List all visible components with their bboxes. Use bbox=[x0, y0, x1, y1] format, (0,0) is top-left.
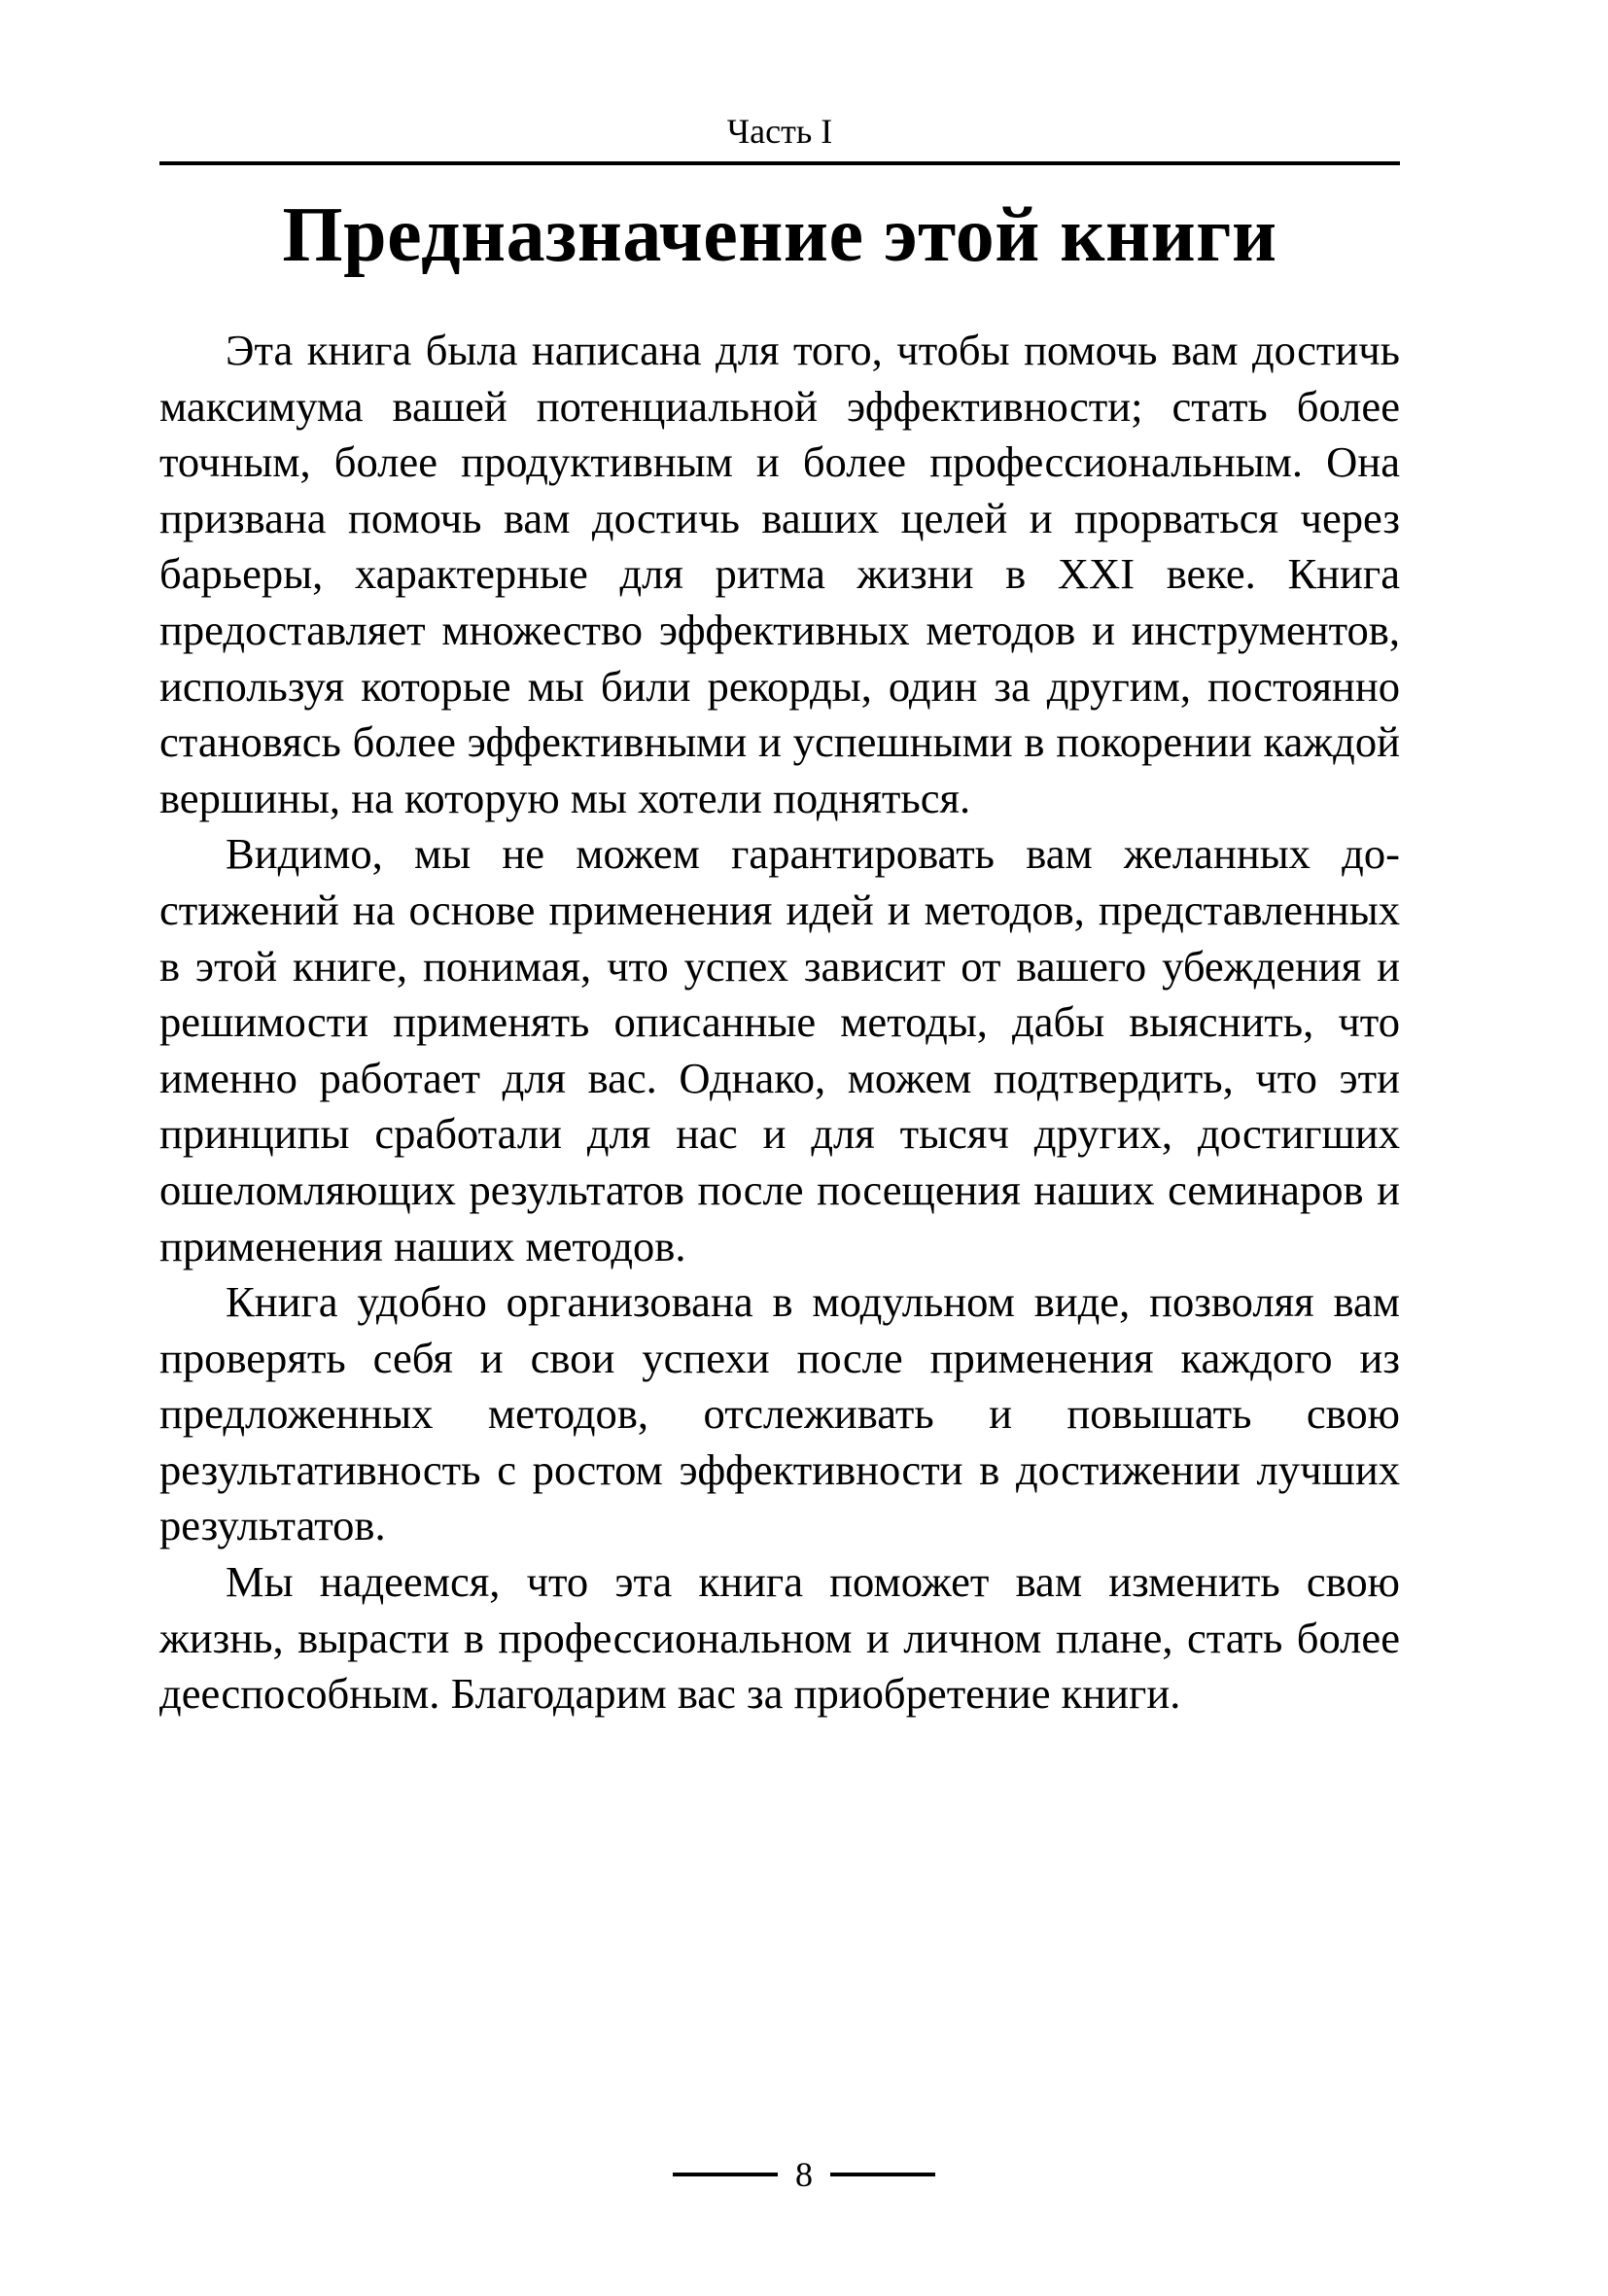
body-text bbox=[159, 323, 1400, 1722]
page-folio bbox=[0, 2152, 1608, 2197]
paragraph: Эта книга была написана для того, чтобы помочь вам достичь максимума вашей потенциальной эффективности; стать более точным, более продуктивным и более профессиональным. Она призвана помочь вам достичь ваших целей и прорваться через барьеры, характерные для ритма жизни в XXI веке. Книга предоставляет множество эффективных методов и инструментов, используя которые мы били рекорды, один за другим, постоянно становясь более эффективными и успешными в покорении каждой вершины, на которую мы хотели подняться. bbox=[159, 326, 1400, 822]
header-rule bbox=[159, 161, 1400, 165]
running-head: Часть I bbox=[726, 112, 833, 151]
folio-left-dash bbox=[673, 2173, 778, 2176]
paragraph: Книга удобно организована в модульном виде, позволяя вам проверять себя и свои успехи после применения каждого из предложенных методов, отслеживать и повышать свою результативность с ростом эффективности в достижении лучших результатов. bbox=[159, 1277, 1400, 1550]
folio-right-dash bbox=[830, 2173, 935, 2176]
page-title: Предназначение этой книги bbox=[282, 192, 1277, 278]
page-number: 8 bbox=[795, 2155, 813, 2194]
paragraph: Мы надеемся, что эта книга поможет вам изменить свою жизнь, вырасти в профессиональном и личном плане, стать более дееспособным. Благодарим вас за приобретение книги. bbox=[159, 1557, 1400, 1719]
paragraph: Видимо, мы не можем гарантировать вам желанных достижений на основе применения идей и методов, представленных в этой книге, понимая, что успех зависит от вашего убеждения и решимости применять описанные методы, дабы выяснить, что именно работает для вас. Однако, можем подтвердить, что эти принципы сработали для нас и для тысяч других, достигших ошеломляющих результатов после посещения наших семинаров и применения наших методов. bbox=[159, 829, 1400, 1270]
